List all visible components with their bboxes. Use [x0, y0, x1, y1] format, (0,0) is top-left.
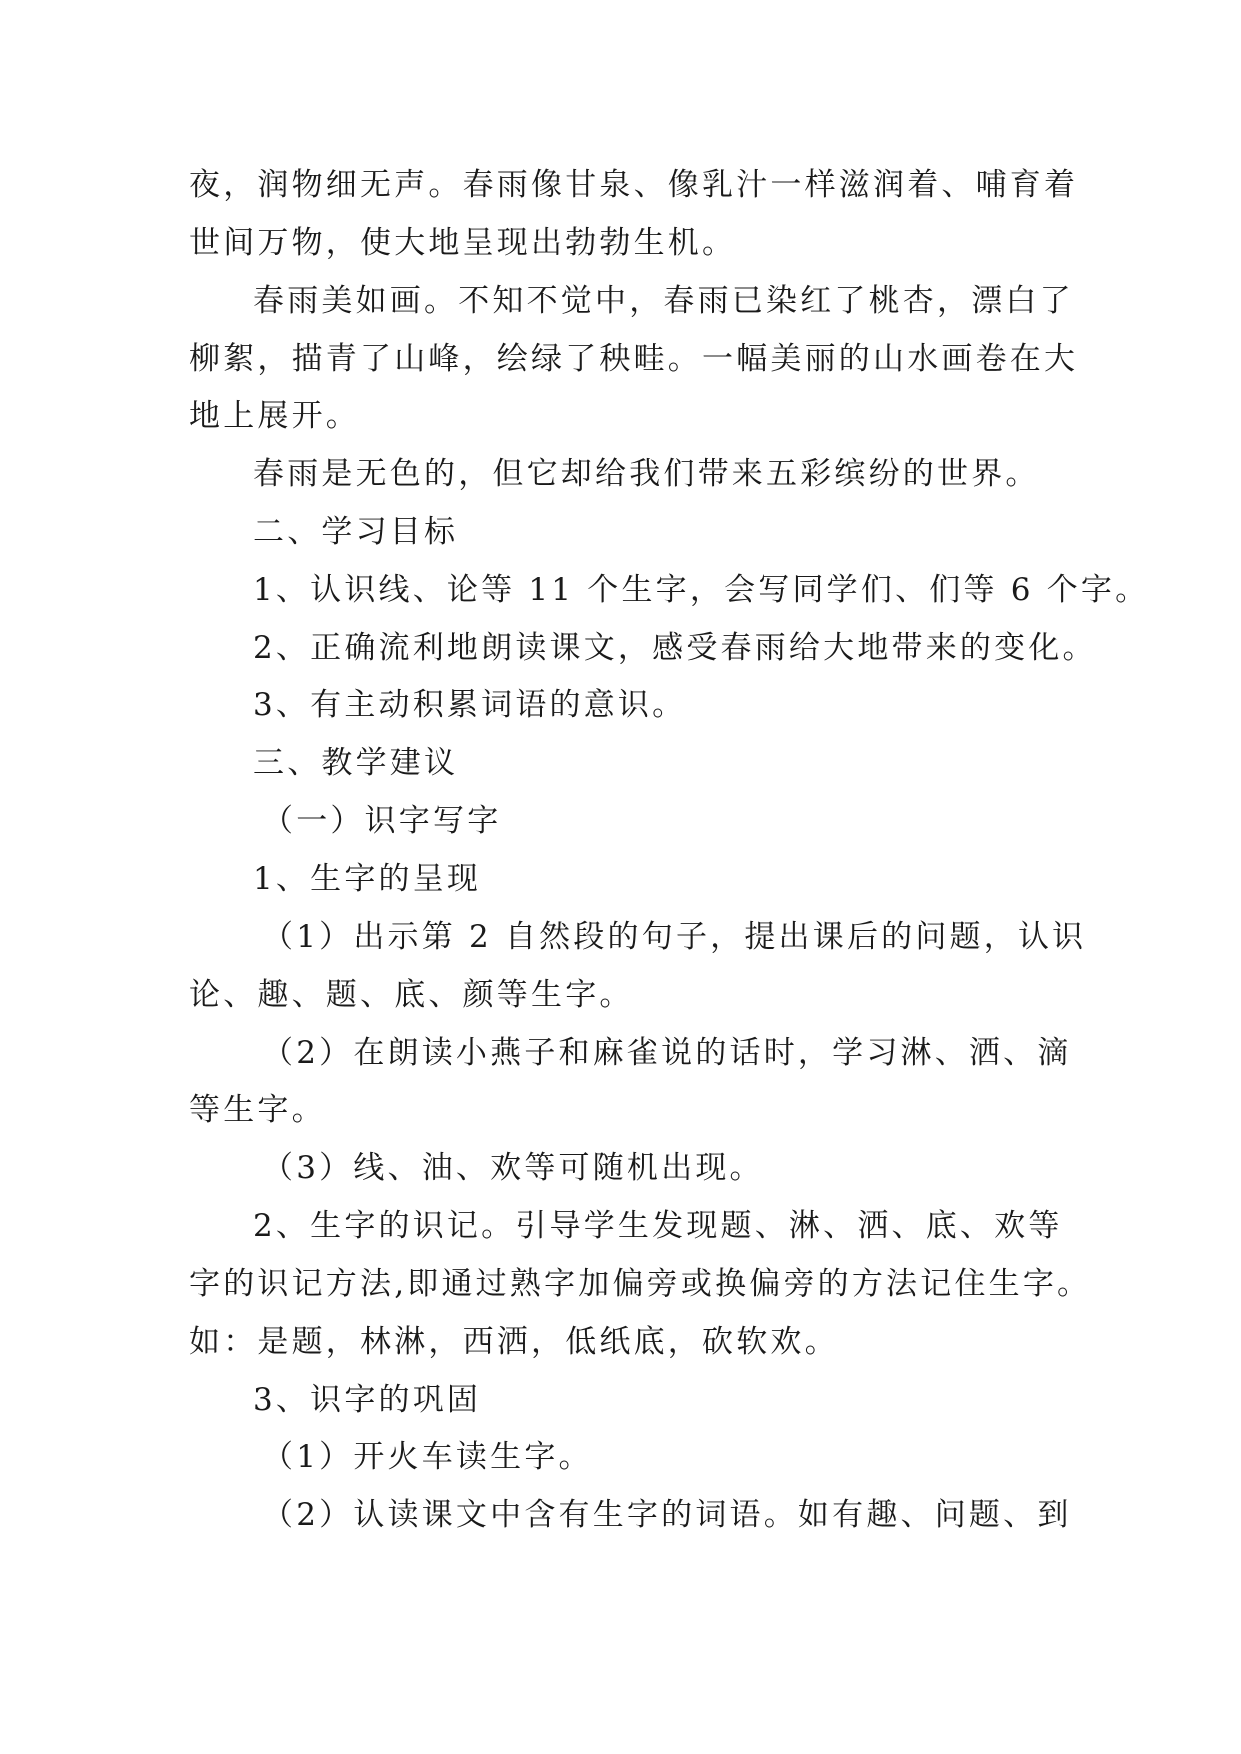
list-item: （3）线、油、欢等可随机出现。	[262, 1150, 764, 1186]
text-line: 夜，润物细无声。春雨像甘泉、像乳汁一样滋润着、哺育着	[189, 167, 1079, 203]
text-line: 世间万物，使大地呈现出勃勃生机。	[189, 225, 737, 261]
text-line: 柳絮，描青了山峰，绘绿了秧畦。一幅美丽的山水画卷在大	[189, 341, 1079, 377]
text-line: 论、趣、题、底、颜等生字。	[189, 977, 634, 1013]
text-line: 春雨是无色的，但它却给我们带来五彩缤纷的世界。	[253, 456, 1040, 492]
list-item: （2）认读课文中含有生字的词语。如有趣、问题、到	[262, 1497, 1072, 1533]
list-item: 3、识字的巩固	[253, 1382, 482, 1418]
text-line: 等生字。	[189, 1092, 326, 1128]
list-item: 1、生字的呈现	[253, 861, 482, 897]
text-line: 地上展开。	[189, 398, 360, 434]
list-item: （1）出示第 2 自然段的句子，提出课后的问题，认识	[262, 919, 1087, 955]
text-line: 字的识记方法,即通过熟字加偏旁或换偏旁的方法记住生字。	[189, 1266, 1092, 1302]
list-item: （1）开火车读生字。	[262, 1439, 593, 1475]
subsection-heading: （一）识字写字	[262, 803, 502, 839]
list-item: 2、生字的识记。引导学生发现题、淋、洒、底、欢等	[253, 1208, 1063, 1244]
list-item: 1、认识线、论等 11 个生字，会写同学们、们等 6 个字。	[253, 572, 1150, 608]
list-item: 2、正确流利地朗读课文，感受春雨给大地带来的变化。	[253, 630, 1097, 666]
text-line: 春雨美如画。不知不觉中，春雨已染红了桃杏，漂白了	[253, 283, 1074, 319]
list-item: 3、有主动积累词语的意识。	[253, 687, 687, 723]
section-heading: 二、学习目标	[253, 514, 459, 550]
list-item: （2）在朗读小燕子和麻雀说的话时，学习淋、洒、滴	[262, 1035, 1072, 1071]
section-heading: 三、教学建议	[253, 745, 459, 781]
text-line: 如：是题，林淋，西洒，低纸底，砍软欢。	[189, 1324, 839, 1360]
